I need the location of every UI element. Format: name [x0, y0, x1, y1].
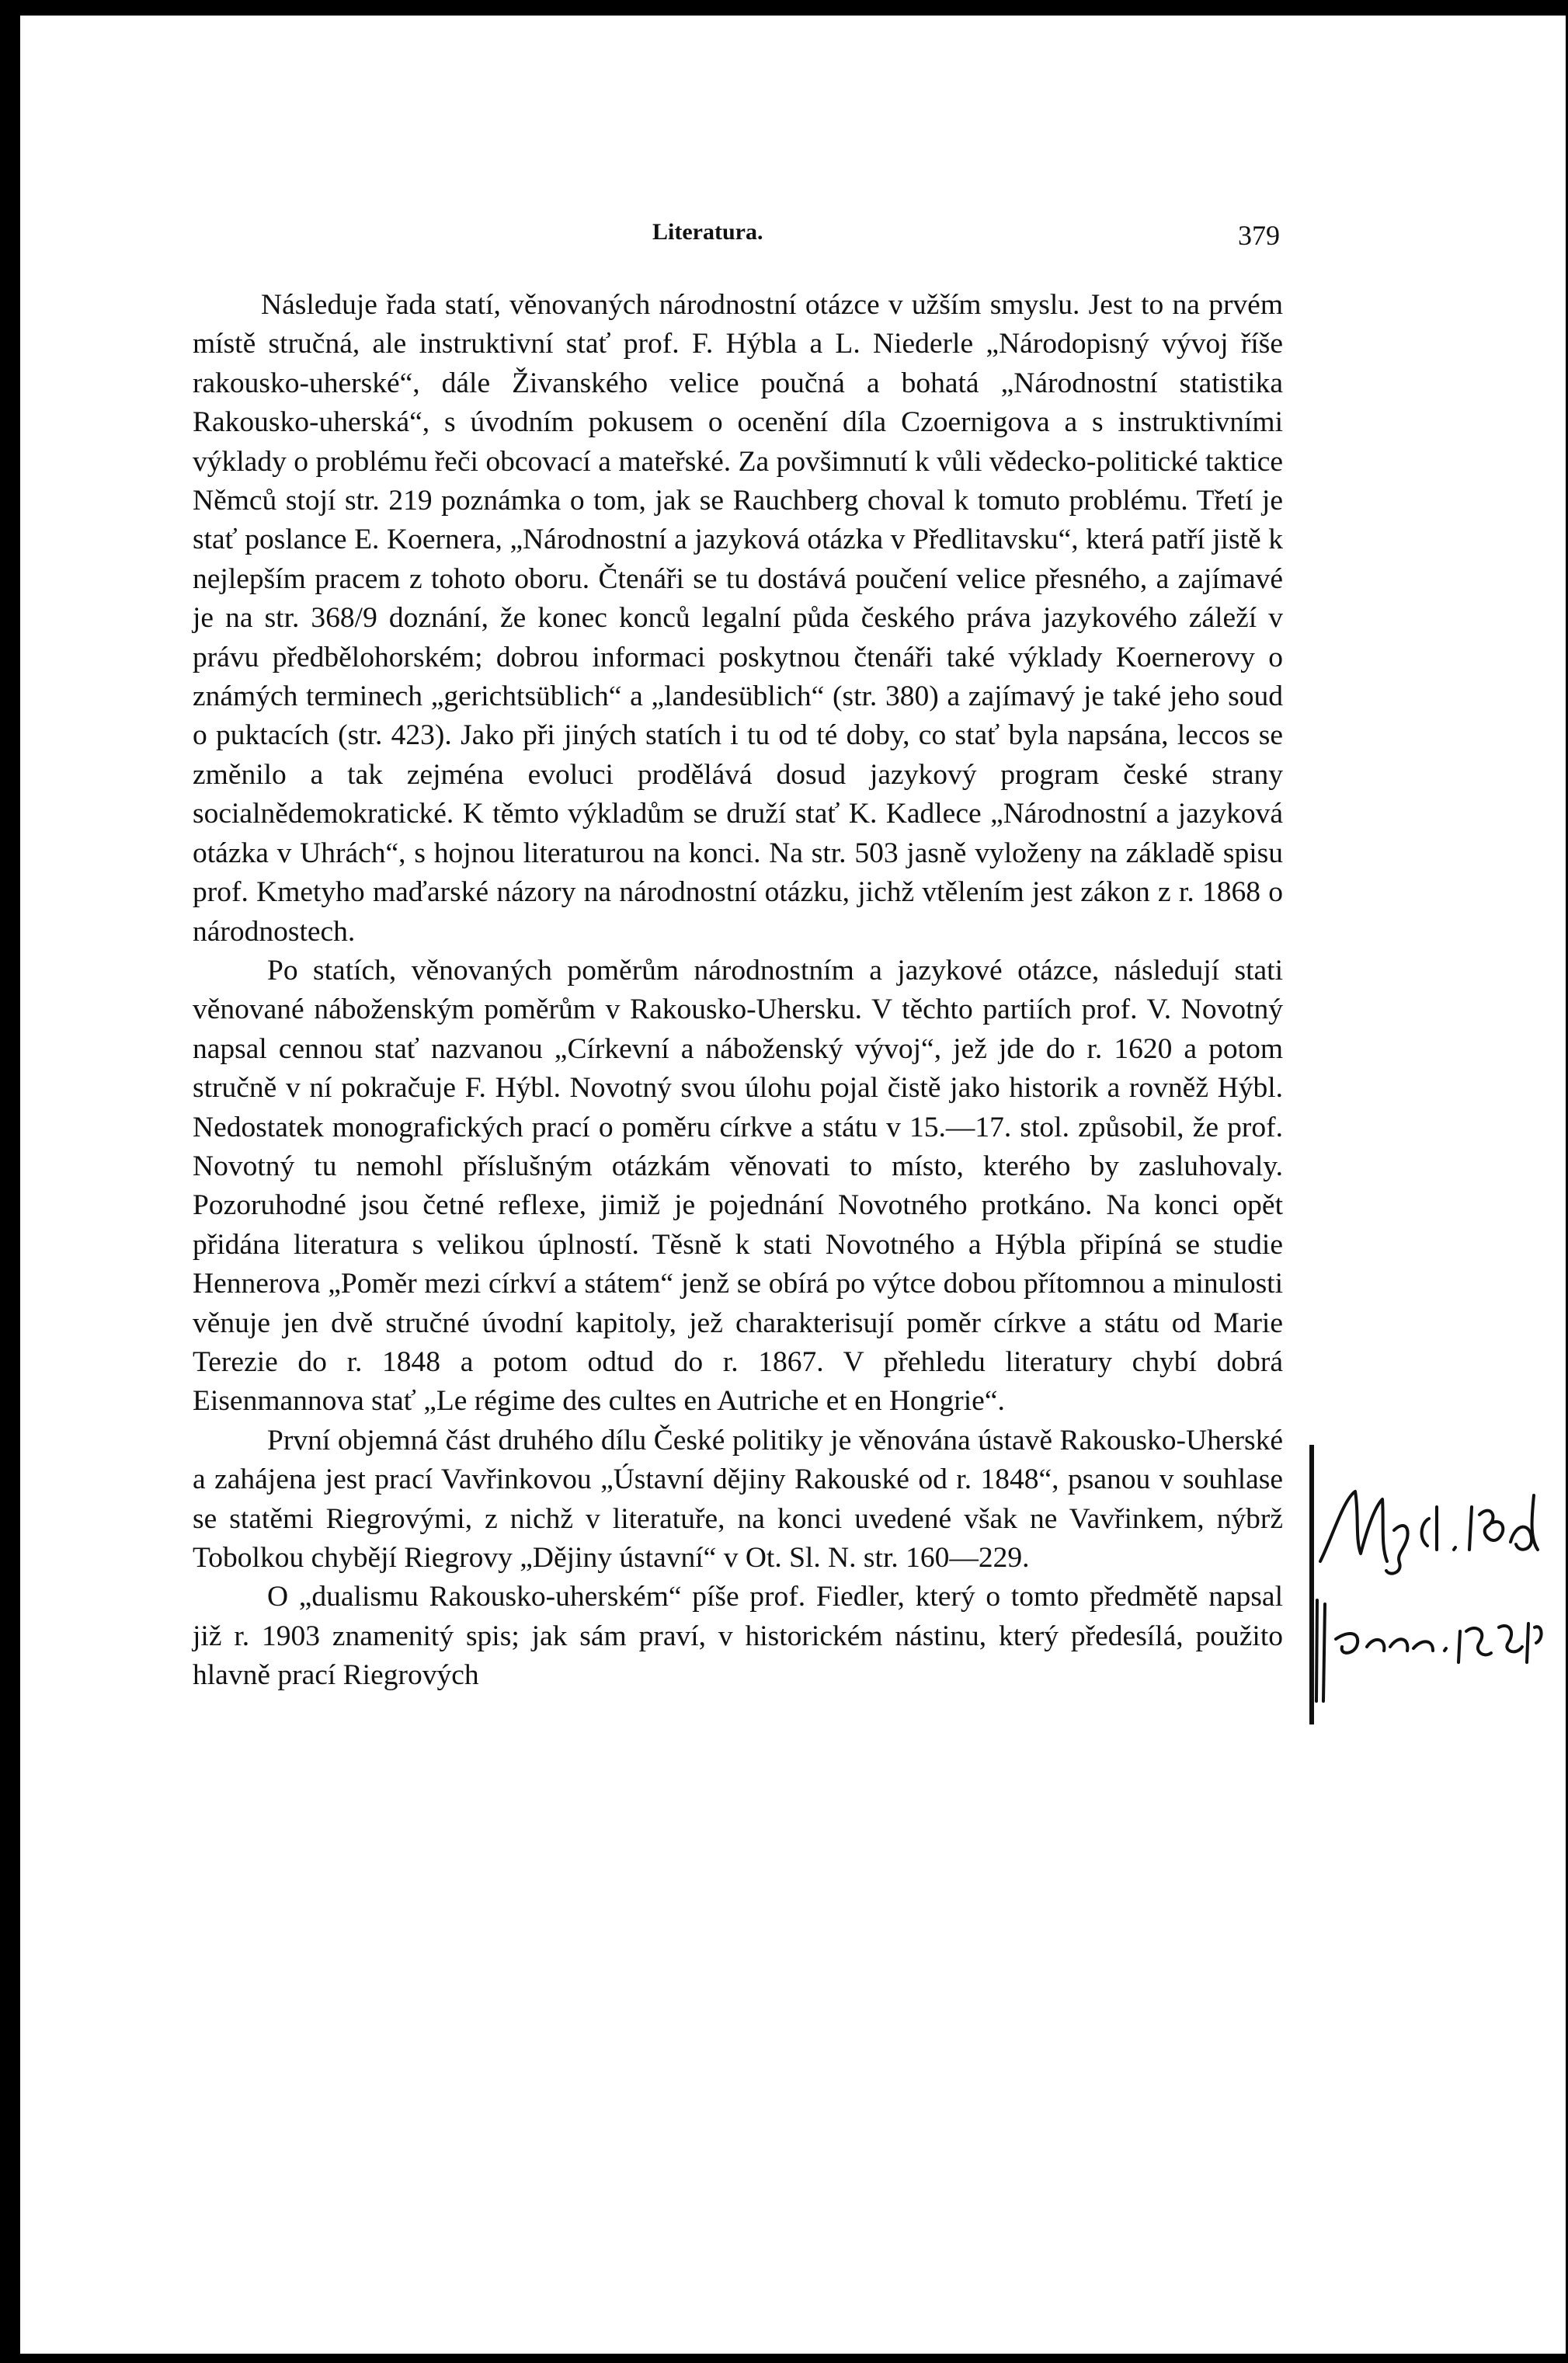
running-title: Literatura. [652, 219, 763, 245]
page-header [193, 219, 1280, 258]
paragraph-3: První objemná část druhého dílu České politiky je věnována ústavě Rakousko-Uherské a zahájena jest prací Vavřinkovou „Ústavní dějiny Rakouské od r. 1848“, psanou v souhlase se statěmi Riegrovými, z nichž v literatuře, na konci uvedené však ne Vavřinkem, nýbrž Tobolkou chybějí Riegrovy „Dějiny ústavní“ v Ot. Sl. N. str. 160—229. [193, 1424, 1283, 1574]
paragraph-4: O „dualismu Rakousko-uherském“ píše prof. Fiedler, který o tomto předmětě napsal již r. 1903 znamenitý spis; jak sám praví, v historickém nástinu, který předesílá, použito hlavně prací Riegrových [193, 1581, 1283, 1692]
page-number: 379 [1238, 220, 1280, 251]
handwritten-note [1312, 1476, 1545, 1802]
body-text [193, 286, 1283, 1696]
paragraph-1: Následuje řada statí, věnovaných národnostní otázce v užším smyslu. Jest to na prvém místě stručná, ale instruktivní stať prof. F. Hýbla a L. Niederle „Národopisný vývoj říše rakousko-uherské“, dále Živanského velice poučná a bohatá „Národnostní statistika Rakousko-uherská“, s úvodním pokusem o ocenění díla Czoernigova a s instruktivními výklady o problému řeči obcovací a mateřské. Za povšimnutí k vůli vědecko-politické taktice Němců stojí str. 219 poznámka o tom, jak se Rauchberg choval k tomuto problému. Třetí je stať poslance E. Koernera, „Národnostní a jazyková otázka v Předlitavsku“, která patří jistě k nejlepším pracem z tohoto oboru. Čtenáři se tu dostává poučení velice přesného, a zajímavé je na str. 368/9 doznání, že konec konců legalní půda českého práva jazykového záleží v právu předbělohorském; dobrou informaci poskytnou čtenáři také výklady Koernerovy o známých terminech „gerichtsüblich“ a „landesüblich“ (str. 380) a zajímavý je také jeho soud o puktacích (str. 423). Jako při jiných statích i tu od té doby, co stať byla napsána, leccos se změnilo a tak zejména evoluci prodělává dosud jazykový program české strany socialnědemokratické. K těmto výkladům se druží stať K. Kadlece „Národnostní a jazyková otázka v Uhrách“, s hojnou literaturou na konci. Na str. 503 jasně vyloženy na základě spisu prof. Kmetyho maďarské názory na národnostní otázku, jichž vtělením jest zákon z r. 1868 o národnostech. [193, 289, 1283, 948]
handwritten-note-drawing [1312, 1476, 1545, 1802]
paragraph-2: Po statích, věnovaných poměrům národnostním a jazykové otázce, následují stati věnované náboženským poměrům v Rakousko-Uhersku. V těchto partiích prof. V. Novotný napsal cennou stať nazvanou „Církevní a náboženský vývoj“, jež jde do r. 1620 a potom stručně v ní pokračuje F. Hýbl. Novotný svou úlohu pojal čistě jako historik a rovněž Hýbl. Nedostatek monografických prací o poměru církve a státu v 15.—17. stol. způsobil, že prof. Novotný tu nemohl příslušným otázkám věnovati to místo, kterého by zasluhovaly. Pozoruhodné jsou četné reflexe, jimiž je pojednání Novotného protkáno. Na konci opět přidána literatura s velikou úplností. Těsně k stati Novotného a Hýbla připíná se studie Hennerova „Poměr mezi církví a státem“ jenž se obírá po výtce dobou přítomnou a minulosti věnuje jen dvě stručné úvodní kapitoly, jež charakterisují poměr církve a státu od Marie Terezie do r. 1848 a potom odtud do r. 1867. V přehledu literatury chybí dobrá Eisenmannova stať „Le régime des cultes en Autriche et en Hongrie“. [193, 954, 1283, 1418]
